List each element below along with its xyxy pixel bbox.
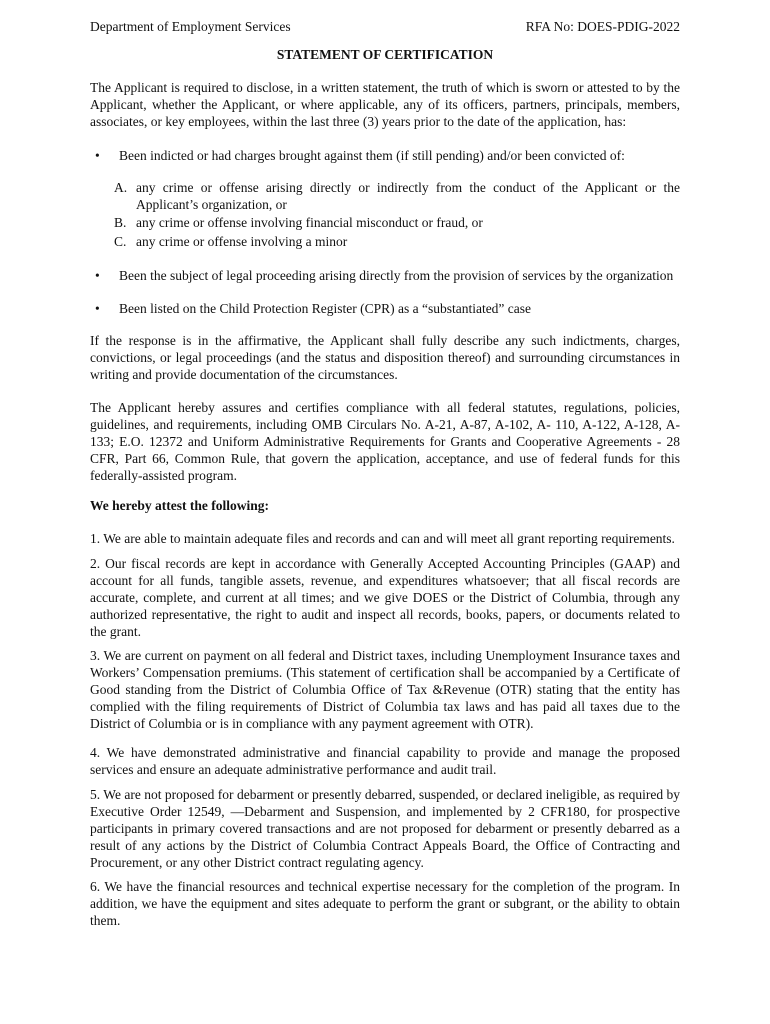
sub-item-letter: C. xyxy=(114,234,127,249)
attest-item: 6. We have the financial resources and technical expertise necessary for the completion of the program. In addition, we have the equipment and sites adequate to perform the grant or subgrant, or the ability to obtain them. xyxy=(90,879,680,928)
attest-item: 2. Our fiscal records are kept in accordance with Generally Accepted Accounting Principles (GAAP) and account for all funds, tangible assets, revenue, and expenditures whatsoever; that all fiscal records are accurate, complete, and current at all times; and we give DOES or the District of Columbia, through any authorized representative, the right to audit and inspect all records, books, papers, or documents related to the grant. xyxy=(90,556,680,639)
bullet-text: Been listed on the Child Protection Register (CPR) as a “substantiated” case xyxy=(119,301,532,316)
attest-item: 1. We are able to maintain adequate files and records and can and will meet all grant reporting requirements. xyxy=(90,531,675,546)
attest-heading: We hereby attest the following: xyxy=(90,498,269,513)
bullet-icon: • xyxy=(95,148,100,163)
sub-item-letter: A. xyxy=(114,180,128,195)
bullet-text: Been the subject of legal proceeding arising directly from the provision of services by the organization xyxy=(119,268,674,283)
intro-paragraph: The Applicant is required to disclose, in a written statement, the truth of which is sworn or attested to by the Applicant, whether the Applicant, or where applicable, any of its officers, partners, principals, members, associates, or key employees, within the last three (3) years prior to the date of the application, has: xyxy=(90,80,680,129)
bullet-text: Been indicted or had charges brought against them (if still pending) and/or been convicted of: xyxy=(119,148,625,163)
header-department: Department of Employment Services xyxy=(90,19,291,34)
sub-item-text: any crime or offense arising directly or indirectly from the conduct of the Applicant or the Applicant’s organization, or xyxy=(136,180,680,212)
sub-item-text: any crime or offense involving a minor xyxy=(136,234,348,249)
attest-item: 3. We are current on payment on all federal and District taxes, including Unemployment Insurance taxes and Workers’ Compensation premiums. (This statement of certification shall be accompanied by a Certificate of Good standing from the District of Columbia Office of Tax &Revenue (OTR) stating that the entity has complied with the filing requirements of District of Columbia tax laws and has paid all taxes due to the District of Columbia or is in compliance with any payment agreement with OTR). xyxy=(90,648,680,731)
sub-item-letter: B. xyxy=(114,215,127,230)
assurance-paragraph: The Applicant hereby assures and certifies compliance with all federal statutes, regulations, policies, guidelines, and requirements, including OMB Circulars No. A-21, A-87, A-102, A- 110, A-122, A-128, A-133; E.O. 12372 and Uniform Administrative Requirements for Grants and Cooperative Agreements - 28 CFR, Part 66, Common Rule, that govern the application, acceptance, and use of federal funds for this federally-assisted program. xyxy=(90,400,680,483)
attest-item: 5. We are not proposed for debarment or presently debarred, suspended, or declared ineligible, as required by Executive Order 12549, ―Debarment and Suspension, and implemented by 2 CFR180, for prospective participants in primary covered transactions and are not proposed for debarment or presently debarred as a result of any actions by the District of Columbia Contract Appeals Board, the Office of Contracting and Procurement, or any other District contract regulating agency. xyxy=(90,787,680,870)
sub-item-text: any crime or offense involving financial misconduct or fraud, or xyxy=(136,215,483,230)
bullet-icon: • xyxy=(95,301,100,316)
page-header xyxy=(90,19,680,37)
attest-item: 4. We have demonstrated administrative and financial capability to provide and manage the proposed services and ensure an adequate administrative performance and audit trail. xyxy=(90,745,680,777)
header-rfa-number: RFA No: DOES-PDIG-2022 xyxy=(525,19,680,34)
affirmative-paragraph: If the response is in the affirmative, the Applicant shall fully describe any such indictments, charges, convictions, or legal proceedings (and the status and disposition thereof) and surrounding circumstances in writing and provide documentation of the circumstances. xyxy=(90,333,680,382)
bullet-icon: • xyxy=(95,268,100,283)
page-title: STATEMENT OF CERTIFICATION xyxy=(276,47,494,62)
